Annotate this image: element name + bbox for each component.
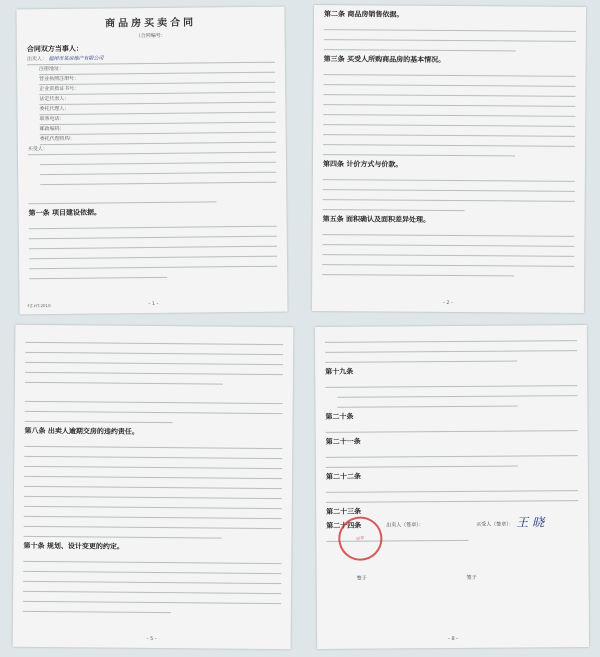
page-footer: - 1 - [148,300,159,308]
blank-line [325,353,517,363]
contract-page-3 [13,325,294,649]
blank-line [322,226,574,237]
blank-line [322,236,574,247]
company-seal: 印章 [334,512,386,564]
form-code: FZ-HT-2010 [27,303,51,309]
blank-line [326,492,578,503]
blank-line [324,76,576,87]
blank-line [323,126,575,137]
seller-sign-label: 出卖人（签章）： [386,522,424,529]
article-19-heading: 第十九条 [325,367,354,376]
date-label-seller: 签于 [356,575,367,582]
blank-line [323,191,575,202]
blank-line [324,66,576,77]
page-footer: - 2 - [442,299,453,307]
contract-page-4 [315,325,589,649]
blank-line [323,106,575,117]
field-line: 企业资质证书号： [39,84,275,95]
article-22-heading: 第二十二条 [325,472,361,481]
field-line: 营业执照注册号： [39,74,275,85]
party-section-heading: 合同双方当事人： [26,44,83,54]
seller-name: 福州市某房地产有限公司 [48,55,104,63]
blank-line [325,377,577,388]
blank-line [324,41,516,51]
blank-line [324,31,576,42]
blank-line [25,374,223,385]
field-line: 联系电话： [40,114,276,125]
blank-line [322,256,574,267]
field-line: 委托代理人： [39,104,275,115]
blank-line [323,86,575,97]
article-5-heading: 第五条 面积确认及面积差异处理。 [322,215,431,224]
contract-title: 商品房买卖合同 [105,17,197,30]
blank-line [323,181,575,192]
blank-line [28,184,276,195]
blank-line [29,258,277,270]
blank-line [337,387,577,398]
page-footer: - 5 - [146,635,157,643]
article-3-heading: 第三条 买受人所购商品房的基本情况。 [323,55,446,64]
article-23-heading: 第二十三条 [326,507,362,516]
article-2-heading: 第二条 商品房销售依据。 [323,10,404,19]
page-footer: - 8 - [448,635,459,643]
seller-label: 出卖人： [26,56,47,63]
blank-line [325,332,577,343]
blank-line [24,528,222,539]
blank-line [323,171,575,182]
blank-line [337,398,517,408]
date-label-buyer: 签于 [466,574,477,581]
contract-page-2 [312,5,586,313]
field-line: 委托代理机构： [40,134,276,145]
contract-page-1 [16,7,287,315]
article-21-heading: 第二十一条 [325,437,361,446]
article-8-heading: 第八条 出卖人逾期交房的违约责任。 [24,426,139,436]
buyer-line: 买受人： [28,144,276,156]
article-24-heading: 第二十四条 [326,521,362,530]
blank-line [326,447,578,458]
blank-line [326,422,578,433]
chapter-1-heading: 第一条 项目建设依据。 [28,208,102,218]
blank-line [323,116,575,127]
contract-number: （合同编号： [135,32,166,40]
article-20-heading: 第二十条 [325,412,354,421]
buyer-signature: 王 晓 [516,515,545,530]
field-line: 注册地址： [39,64,275,75]
blank-line [323,136,575,147]
field-line: 邮政编码： [40,124,276,135]
blank-line [323,146,515,156]
blank-line [323,201,465,211]
blank-line [322,266,514,276]
blank-line [28,193,216,204]
article-4-heading: 第四条 计价方式与价款。 [322,160,403,169]
blank-line [326,482,578,493]
blank-line [324,21,576,32]
buyer-sign-label: 买受人（签章）： [476,521,514,528]
field-line: 法定代表人： [39,94,275,105]
blank-line [23,603,171,613]
blank-line [326,458,518,468]
blank-line [325,342,577,353]
blank-line [323,96,575,107]
blank-line [25,413,173,423]
article-10-heading: 第十条 规划、设计变更的约定。 [23,541,124,551]
blank-line [29,269,167,279]
blank-line [322,246,574,257]
